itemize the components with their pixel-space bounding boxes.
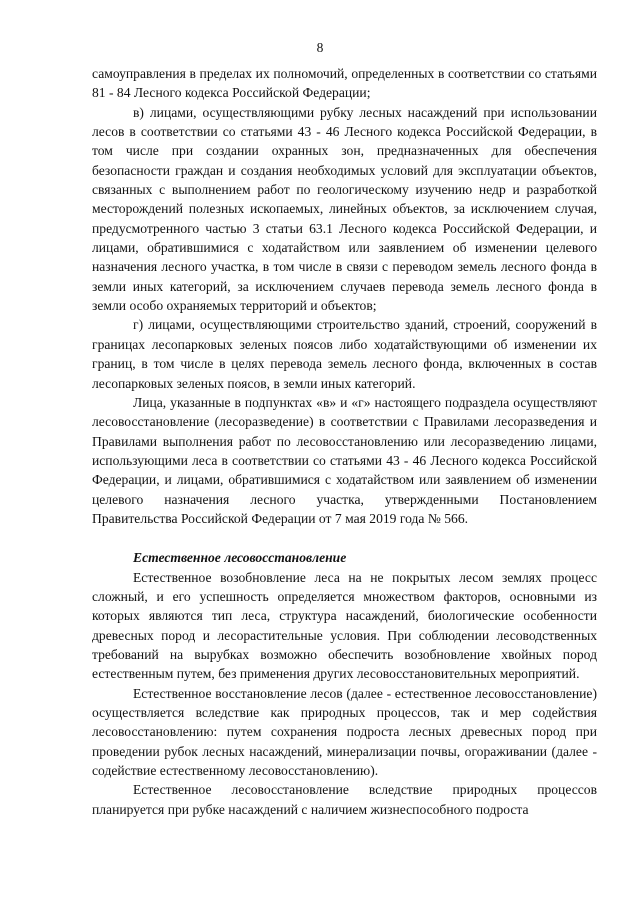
paragraph-natural-restoration-definition: Естественное восстановление лесов (далее - естественное лесовосстановление) осуществляется вследствие как природных процессов, так и мер содействия лесовосстановлению: путем сохранения подроста лесных древесных пород при проведении рубок лесных насаждений, минерализации почвы, огораживании (далее - содействие естественному лесовосстановлению). [92, 685, 597, 779]
paragraph-persons-obligations: Лица, указанные в подпунктах «в» и «г» настоящего подраздела осуществляют лесовосстановление (лесоразведение) в соответствии с Правилами лесоразведения и Правилами выполнения работ по лесовосстановлению или лесоразведению лицами, использующими леса в соответствии со статьями 43 - 46 Лесного кодекса Российской Федерации, и лицами, обратившимися с ходатайством или заявлением об изменении целевого назначения лесного участка, утвержденными Постановлением Правительства Российской Федерации от 7 мая 2019 года № 566. [92, 394, 597, 526]
paragraph-natural-renewal: Естественное возобновление леса на не покрытых лесом землях процесс сложный, и его успешность определяется множеством факторов, основными из которых являются тип леса, структура насаждений, биологические особенности древесных пород и лесорастительные условия. При соблюдении лесоводственных требований на вырубках возможно обеспечить возобновление хвойных пород естественным путем, без применения других лесовосстановительных мероприятий. [92, 569, 597, 682]
paragraph-item-g: г) лицами, осуществляющими строительство зданий, строений, сооружений в границах лесопарковых зеленых поясов либо ходатайствующими об изменении их границ, в том числе в целях перевода земель леcного фонда, включенных в состав лесопарковых зеленых поясов, в земли иных категорий. [92, 317, 597, 391]
section-spacer [92, 528, 597, 548]
paragraph-item-v: в) лицами, осуществляющими рубку лесных насаждений при использовании лесов в соответствии со статьями 43 - 46 Лесного кодекса Российской Федерации, в том числе при создании охранных зон, предназначенных для обеспечения безопасности граждан и создания необходимых условий для эксплуатации объектов, связанных с выполнением работ по геологическому изучению недр и разработкой месторождений полезных ископаемых, линейных объектов, за исключением случая, предусмотренного частью 3 статьи 63.1 Лесного кодекса Российской Федерации, и лицами, обратившимися с ходатайством или заявлением об изменении целевого назначения лесного участка, в том числе в связи с переводом земель лесного фонда в земли иных категорий, за исключением случаев перевода земель лесного фонда в земли особо охраняемых территорий и объектов; [92, 104, 597, 314]
document-body [92, 64, 597, 819]
paragraph-natural-processes: Естественное лесовосстановление вследствие природных процессов планируется при рубке насаждений с наличием жизнеспособного подроста [92, 782, 597, 817]
paragraph-continuation: самоуправления в пределах их полномочий, определенных в соответствии со статьями 81 - 84 Лесного кодекса Российской Федерации; [92, 66, 597, 101]
section-heading: Естественное лесовосстановление [133, 550, 347, 566]
page-number: 8 [316, 40, 324, 55]
